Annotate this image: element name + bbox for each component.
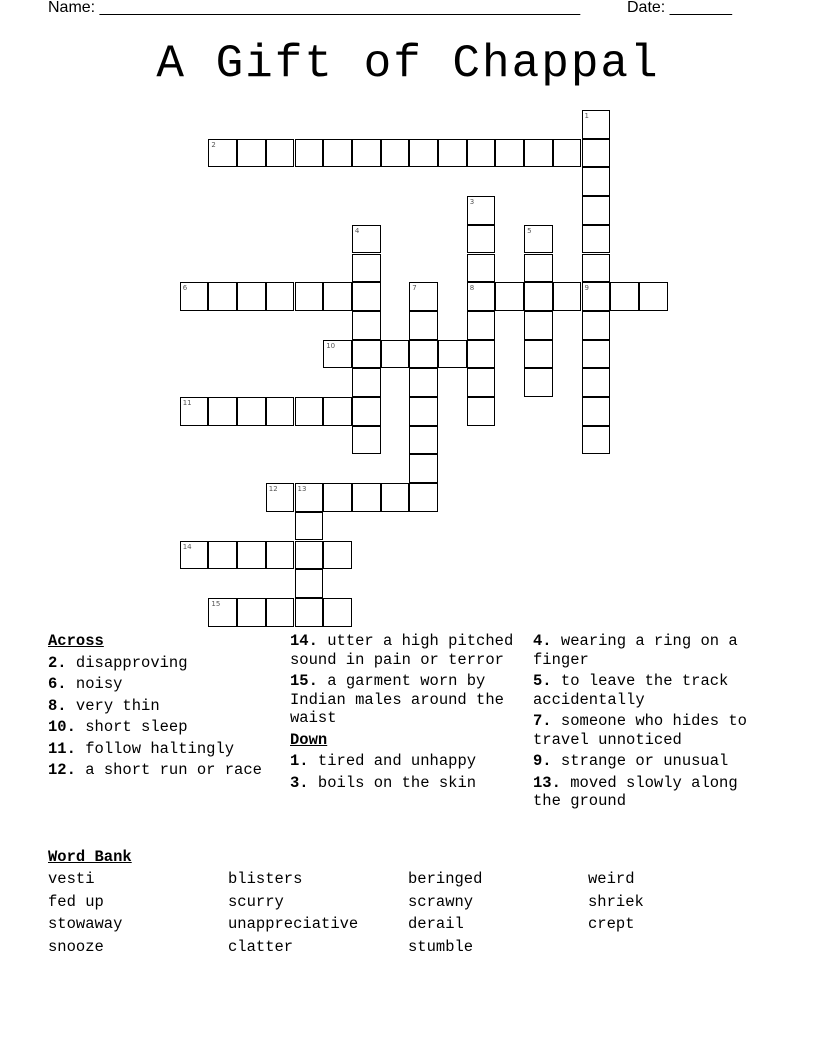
grid-cell[interactable] xyxy=(323,139,352,168)
clue-down-1: 1. tired and unhappy xyxy=(290,752,477,770)
cell-number: 15 xyxy=(211,599,221,608)
grid-cell[interactable] xyxy=(237,397,266,426)
clues-column-3 xyxy=(533,632,768,814)
grid-cell[interactable] xyxy=(524,139,553,168)
grid-cell[interactable] xyxy=(524,368,553,397)
clue-down-13: 13. moved slowly along the ground xyxy=(533,773,738,810)
grid-cell[interactable] xyxy=(295,483,324,512)
cell-number: 10 xyxy=(326,341,336,350)
grid-cell[interactable] xyxy=(323,483,352,512)
clues-column-1 xyxy=(48,632,274,783)
clue-down-5: 5. to leave the track accidentally xyxy=(533,672,729,709)
grid-cell[interactable] xyxy=(409,454,438,483)
grid-cell[interactable] xyxy=(237,282,266,311)
clue-across-12: 12. a short run or race xyxy=(48,761,262,779)
down-heading: Down xyxy=(290,730,328,749)
grid-cell[interactable] xyxy=(409,340,438,369)
word-bank-item: vesti xyxy=(48,870,95,888)
grid-cell[interactable] xyxy=(266,483,295,512)
grid-cell[interactable] xyxy=(524,282,553,311)
grid-cell[interactable] xyxy=(266,598,295,627)
grid-cell[interactable] xyxy=(409,426,438,455)
clue-across-8: 8. very thin xyxy=(48,696,160,715)
cell-number: 2 xyxy=(211,140,216,149)
cell-number: 3 xyxy=(469,198,475,207)
grid-cell[interactable] xyxy=(381,139,410,168)
cell-number: 6 xyxy=(182,284,188,293)
grid-cell[interactable] xyxy=(237,139,266,168)
grid-cell[interactable] xyxy=(352,225,381,254)
grid-cell[interactable] xyxy=(295,598,324,627)
across-heading: Across xyxy=(48,632,104,650)
grid-cell[interactable] xyxy=(582,426,611,455)
clue-down-4: 4. wearing a ring on a finger xyxy=(533,632,738,669)
word-bank-item: weird xyxy=(588,870,635,888)
grid-cell[interactable] xyxy=(323,340,352,369)
word-bank-item: scurry xyxy=(228,892,284,911)
grid-cell[interactable] xyxy=(180,397,209,426)
word-bank-item: fed up xyxy=(48,892,104,911)
grid-cell[interactable] xyxy=(582,254,611,283)
grid-cell[interactable] xyxy=(323,397,352,426)
grid-cell[interactable] xyxy=(295,541,324,570)
grid-cell[interactable] xyxy=(553,139,582,168)
grid-cell[interactable] xyxy=(352,139,381,168)
grid-cell[interactable] xyxy=(582,139,611,168)
grid-cell[interactable] xyxy=(237,541,266,570)
grid-cell[interactable] xyxy=(409,139,438,168)
date-field-label: Date: _______ xyxy=(627,0,732,16)
word-bank-item: stowaway xyxy=(48,915,123,933)
clue-down-3: 3. boils on the skin xyxy=(290,773,477,792)
cell-number: 1 xyxy=(584,112,589,120)
grid-cell[interactable] xyxy=(524,311,553,340)
word-bank xyxy=(48,847,738,957)
grid-cell[interactable] xyxy=(381,483,410,512)
cell-number: 7 xyxy=(412,284,417,293)
clues-column-2 xyxy=(290,632,530,795)
grid-cell[interactable] xyxy=(438,340,467,369)
grid-cell[interactable] xyxy=(467,254,496,283)
grid-cell[interactable] xyxy=(582,368,611,397)
grid-cell[interactable] xyxy=(467,196,496,225)
grid-cell[interactable] xyxy=(323,541,352,570)
cell-number: 14 xyxy=(182,542,192,551)
grid-cell[interactable] xyxy=(323,598,352,627)
grid-cell[interactable] xyxy=(208,139,237,168)
grid-cell[interactable] xyxy=(582,340,611,369)
grid-cell[interactable] xyxy=(295,569,324,598)
grid-cell[interactable] xyxy=(524,254,553,283)
grid-cell[interactable] xyxy=(582,167,611,196)
grid-cell[interactable] xyxy=(582,196,611,225)
grid-cell[interactable] xyxy=(467,368,496,397)
grid-cell[interactable] xyxy=(467,397,496,426)
grid-cell[interactable] xyxy=(495,282,524,311)
grid-cell[interactable] xyxy=(208,598,237,627)
grid-cell[interactable] xyxy=(409,282,438,311)
word-bank-item: snooze xyxy=(48,937,104,956)
grid-cell[interactable] xyxy=(582,311,611,340)
grid-cell[interactable] xyxy=(266,282,295,311)
grid-cell[interactable] xyxy=(438,139,467,168)
word-bank-item: blisters xyxy=(228,870,303,888)
clue-across-14: 14. utter a high pitched sound in pain or terror xyxy=(290,632,514,669)
word-bank-item: stumble xyxy=(408,937,474,956)
grid-cell[interactable] xyxy=(381,340,410,369)
grid-cell[interactable] xyxy=(295,397,324,426)
grid-cell[interactable] xyxy=(467,225,496,254)
word-bank-item: shriek xyxy=(588,892,644,911)
grid-cell[interactable] xyxy=(553,282,582,311)
grid-cell[interactable] xyxy=(352,254,381,283)
grid-cell[interactable] xyxy=(323,282,352,311)
clue-across-15: 15. a garment worn by Indian males around the waist xyxy=(290,672,504,727)
grid-cell[interactable] xyxy=(582,397,611,426)
grid-cell[interactable] xyxy=(180,541,209,570)
grid-cell[interactable] xyxy=(180,282,209,311)
grid-cell[interactable] xyxy=(295,512,324,541)
word-bank-item: unappreciative xyxy=(228,915,359,933)
grid-cell[interactable] xyxy=(208,397,237,426)
grid-cell[interactable] xyxy=(582,225,611,254)
grid-cell[interactable] xyxy=(237,598,266,627)
grid-cell[interactable] xyxy=(295,282,324,311)
grid-cell[interactable] xyxy=(352,368,381,397)
grid-cell[interactable] xyxy=(352,311,381,340)
clue-down-7: 7. someone who hides to travel unnoticed xyxy=(533,712,747,749)
name-field-label: Name: ______________________________________________________ xyxy=(48,0,581,16)
grid-cell[interactable] xyxy=(467,139,496,168)
word-bank-item: beringed xyxy=(408,870,483,888)
grid-cell[interactable] xyxy=(409,368,438,397)
word-bank-title: Word Bank xyxy=(48,848,132,866)
cell-number: 13 xyxy=(297,485,307,494)
grid-cell[interactable] xyxy=(352,483,381,512)
word-bank-item: crept xyxy=(588,915,635,933)
clue-across-6: 6. noisy xyxy=(48,675,123,693)
grid-cell[interactable] xyxy=(409,311,438,340)
grid-cell[interactable] xyxy=(582,282,611,311)
page-title: A Gift of Chappal xyxy=(156,38,660,90)
grid-cell[interactable] xyxy=(266,541,295,570)
grid-cell[interactable] xyxy=(524,225,553,254)
grid-cell[interactable] xyxy=(352,397,381,426)
grid-cell[interactable] xyxy=(582,110,611,139)
word-bank-item: scrawny xyxy=(408,892,474,911)
grid-cell[interactable] xyxy=(524,340,553,369)
grid-cell[interactable] xyxy=(639,282,668,311)
grid-cell[interactable] xyxy=(467,282,496,311)
grid-cell[interactable] xyxy=(208,541,237,570)
cell-number: 11 xyxy=(182,399,192,407)
clue-down-9: 9. strange or unusual xyxy=(533,752,729,770)
cell-number: 12 xyxy=(268,485,278,494)
grid-cell[interactable] xyxy=(610,282,639,311)
grid-cell[interactable] xyxy=(467,340,496,369)
grid-cell[interactable] xyxy=(295,139,324,168)
grid-cell[interactable] xyxy=(352,426,381,455)
word-bank-item: derail xyxy=(408,915,464,933)
word-bank-item: clatter xyxy=(228,937,294,956)
grid-cell[interactable] xyxy=(208,282,237,311)
grid-cell[interactable] xyxy=(352,282,381,311)
cell-number: 8 xyxy=(469,284,475,293)
clue-across-2: 2. disapproving xyxy=(48,653,188,672)
cell-number: 4 xyxy=(354,226,360,235)
clue-across-11: 11. follow haltingly xyxy=(48,739,235,758)
cell-number: 5 xyxy=(527,226,532,235)
clue-across-10: 10. short sleep xyxy=(48,718,188,736)
grid-cell[interactable] xyxy=(266,139,295,168)
grid-cell[interactable] xyxy=(409,483,438,512)
word-bank-list xyxy=(48,870,738,957)
grid-cell[interactable] xyxy=(352,340,381,369)
cell-number: 9 xyxy=(584,284,589,293)
grid-cell[interactable] xyxy=(495,139,524,168)
grid-cell[interactable] xyxy=(266,397,295,426)
grid-cell[interactable] xyxy=(409,397,438,426)
grid-cell[interactable] xyxy=(467,311,496,340)
